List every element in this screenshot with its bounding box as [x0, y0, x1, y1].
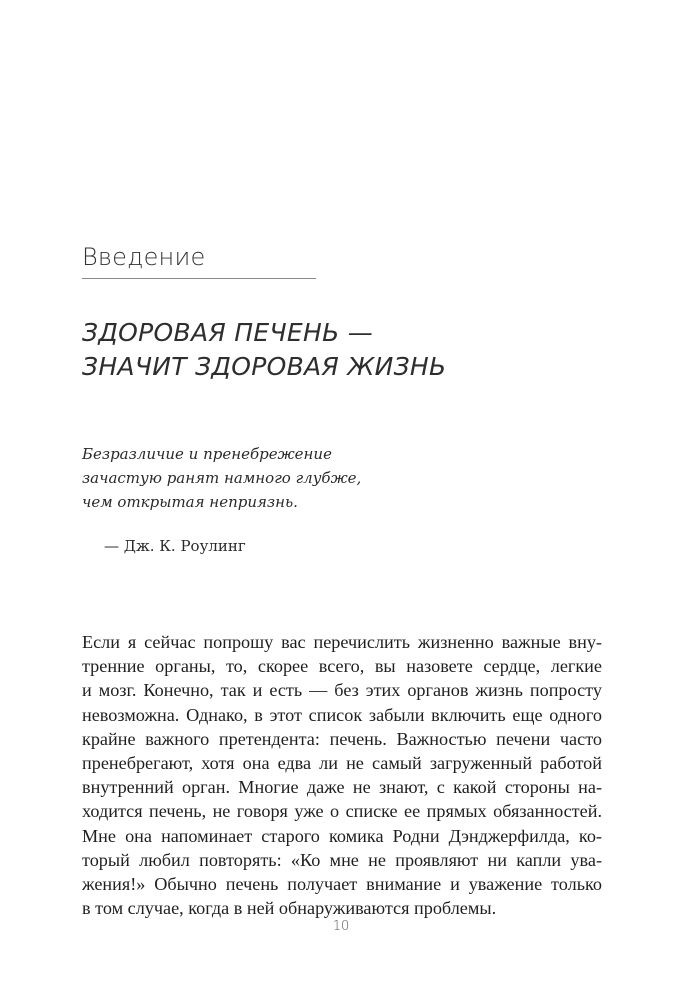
body-line: жения!» Обычно печень получает внимание и уважение только: [82, 874, 602, 895]
body-line: пренебрегают, хотя она едва ли не самый загруженный работой: [82, 753, 602, 774]
body-line: внутренний орган. Многие даже не знают, с какой стороны на-: [82, 777, 602, 798]
body-line: и мозг. Конечно, так и есть — без этих органов жизнь попросту: [82, 680, 602, 701]
body-line: торый любил повторять: «Ко мне не проявляют ни капли ува-: [82, 849, 602, 870]
body-line: Если я сейчас попрошу вас перечислить жизненно важные вну-: [82, 632, 602, 652]
chapter-title: [82, 316, 602, 384]
chapter-title-line-2: ЗНАЧИТ ЗДОРОВАЯ ЖИЗНЬ: [82, 352, 447, 381]
body-line: в том случае, когда в ней обнаруживаются проблемы.: [82, 898, 497, 919]
page-number: 10: [332, 919, 350, 934]
body-line: тренние органы, то, скорее всего, вы назовете сердце, легкие: [82, 656, 602, 677]
epigraph-attribution: — Дж. К. Роулинг: [104, 537, 246, 555]
section-divider: [82, 278, 316, 279]
epigraph-line: Безразличие и пренебрежение: [82, 445, 332, 463]
body-line: крайне важного претендента: печень. Важностью печени часто: [82, 728, 602, 749]
epigraph: [82, 442, 502, 514]
chapter-title-line-1: ЗДОРОВАЯ ПЕЧЕНЬ —: [82, 318, 374, 347]
body-line: ходится печень, не говоря уже о списке ее прямых обязанностей.: [82, 801, 602, 822]
body-line: Мне она напоминает старого комика Родни Дэнджерфилда, ко-: [82, 825, 602, 846]
body-paragraph: [82, 630, 602, 920]
epigraph-line: чем открытая неприязнь.: [82, 493, 298, 511]
section-label: Введение: [82, 243, 206, 271]
epigraph-line: зачастую ранят намного глубже,: [82, 469, 362, 487]
body-line: невозможна. Однако, в этот список забыли включить еще одного: [82, 704, 602, 725]
